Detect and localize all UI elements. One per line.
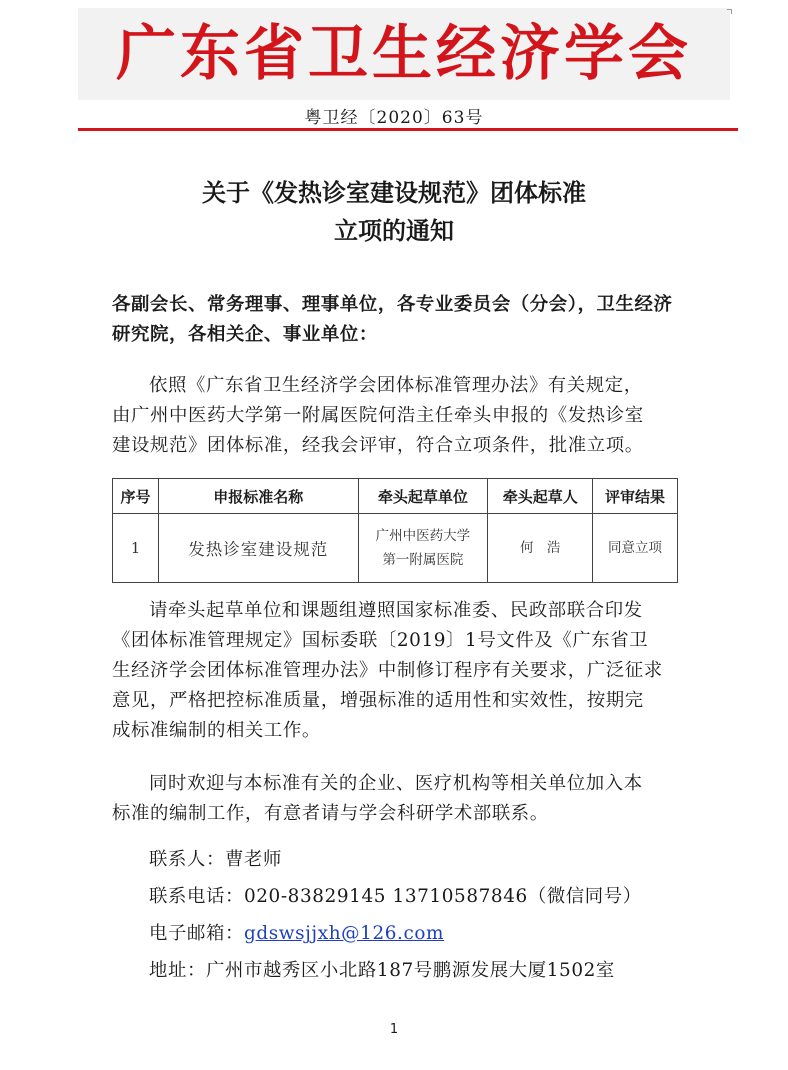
paragraph-3-line: 标准的编制工作，有意者请与学会科研学术部联系。 (112, 803, 549, 824)
table-header-row (113, 479, 678, 514)
paragraph-2-line: 成标准编制的相关工作。 (112, 720, 321, 741)
paragraph-2-line: 《团体标准管理规定》国标委联〔2019〕1号文件及《广东省卫 (112, 630, 649, 651)
contact-phone: 联系电话：020-83829145 13710587846（微信同号） (149, 886, 642, 907)
contact-block (112, 841, 682, 989)
paragraph-2 (112, 596, 682, 746)
contact-address: 地址：广州市越秀区小北路187号鹏源发展大厦1502室 (149, 960, 615, 981)
paragraph-3 (112, 769, 682, 829)
organization-name: 广东省卫生经济学会 (116, 19, 692, 89)
masthead-banner (78, 8, 730, 100)
cell-standard-name: 发热诊室建设规范 (158, 514, 358, 583)
notice-title-line1: 关于《发热诊室建设规范》团体标准 (202, 178, 586, 207)
standards-table (112, 478, 678, 583)
contact-email-label: 电子邮箱： (149, 923, 244, 944)
paragraph-2-line: 请牵头起草单位和课题组遵照国家标准委、民政部联合印发 (149, 600, 643, 621)
paragraph-1 (112, 371, 682, 461)
paragraph-2-line: 意见，严格把控标准质量，增强标准的适用性和实效性，按期完 (112, 690, 644, 711)
page-number: 1 (389, 1022, 399, 1037)
notice-title-line2: 立项的通知 (334, 216, 454, 245)
header-index: 序号 (113, 479, 159, 514)
red-divider (78, 128, 738, 131)
header-standard-name: 申报标准名称 (158, 479, 358, 514)
addressee-line2: 研究院，各相关企、事业单位： (112, 324, 378, 345)
contact-person: 联系人：曹老师 (149, 849, 282, 870)
contact-email-row (112, 915, 682, 952)
cell-lead-unit-line1: 广州中医药大学 (375, 528, 471, 544)
paragraph-2-line: 生经济学会团体标准管理办法》中制修订程序有关要求，广泛征求 (112, 660, 663, 681)
cell-lead-unit-line2: 第一附属医院 (382, 552, 464, 568)
cell-index: 1 (113, 514, 159, 583)
addressee (112, 290, 682, 350)
paragraph-3-line: 同时欢迎与本标准有关的企业、医疗机构等相关单位加入本 (149, 773, 643, 794)
header-review-result: 评审结果 (593, 479, 678, 514)
paragraph-1-line: 建设规范》团体标准，经我会评审，符合立项条件，批准立项。 (112, 435, 644, 456)
contact-email-link[interactable]: gdswsjjxh@126.com (243, 923, 445, 944)
corner-mark (727, 9, 732, 14)
addressee-line1: 各副会长、常务理事、理事单位，各专业委员会（分会），卫生经济 (112, 294, 673, 315)
cell-lead-unit (358, 514, 488, 583)
header-lead-unit: 牵头起草单位 (358, 479, 488, 514)
cell-drafter: 何 浩 (488, 514, 593, 583)
cell-review-result: 同意立项 (593, 514, 678, 583)
header-lead-drafter: 牵头起草人 (488, 479, 593, 514)
paragraph-1-line: 依照《广东省卫生经济学会团体标准管理办法》有关规定， (149, 375, 643, 396)
paragraph-1-line: 由广州中医药大学第一附属医院何浩主任牵头申报的《发热诊室 (112, 405, 644, 426)
table-row (113, 514, 678, 583)
document-number: 粤卫经〔2020〕63号 (304, 108, 484, 128)
